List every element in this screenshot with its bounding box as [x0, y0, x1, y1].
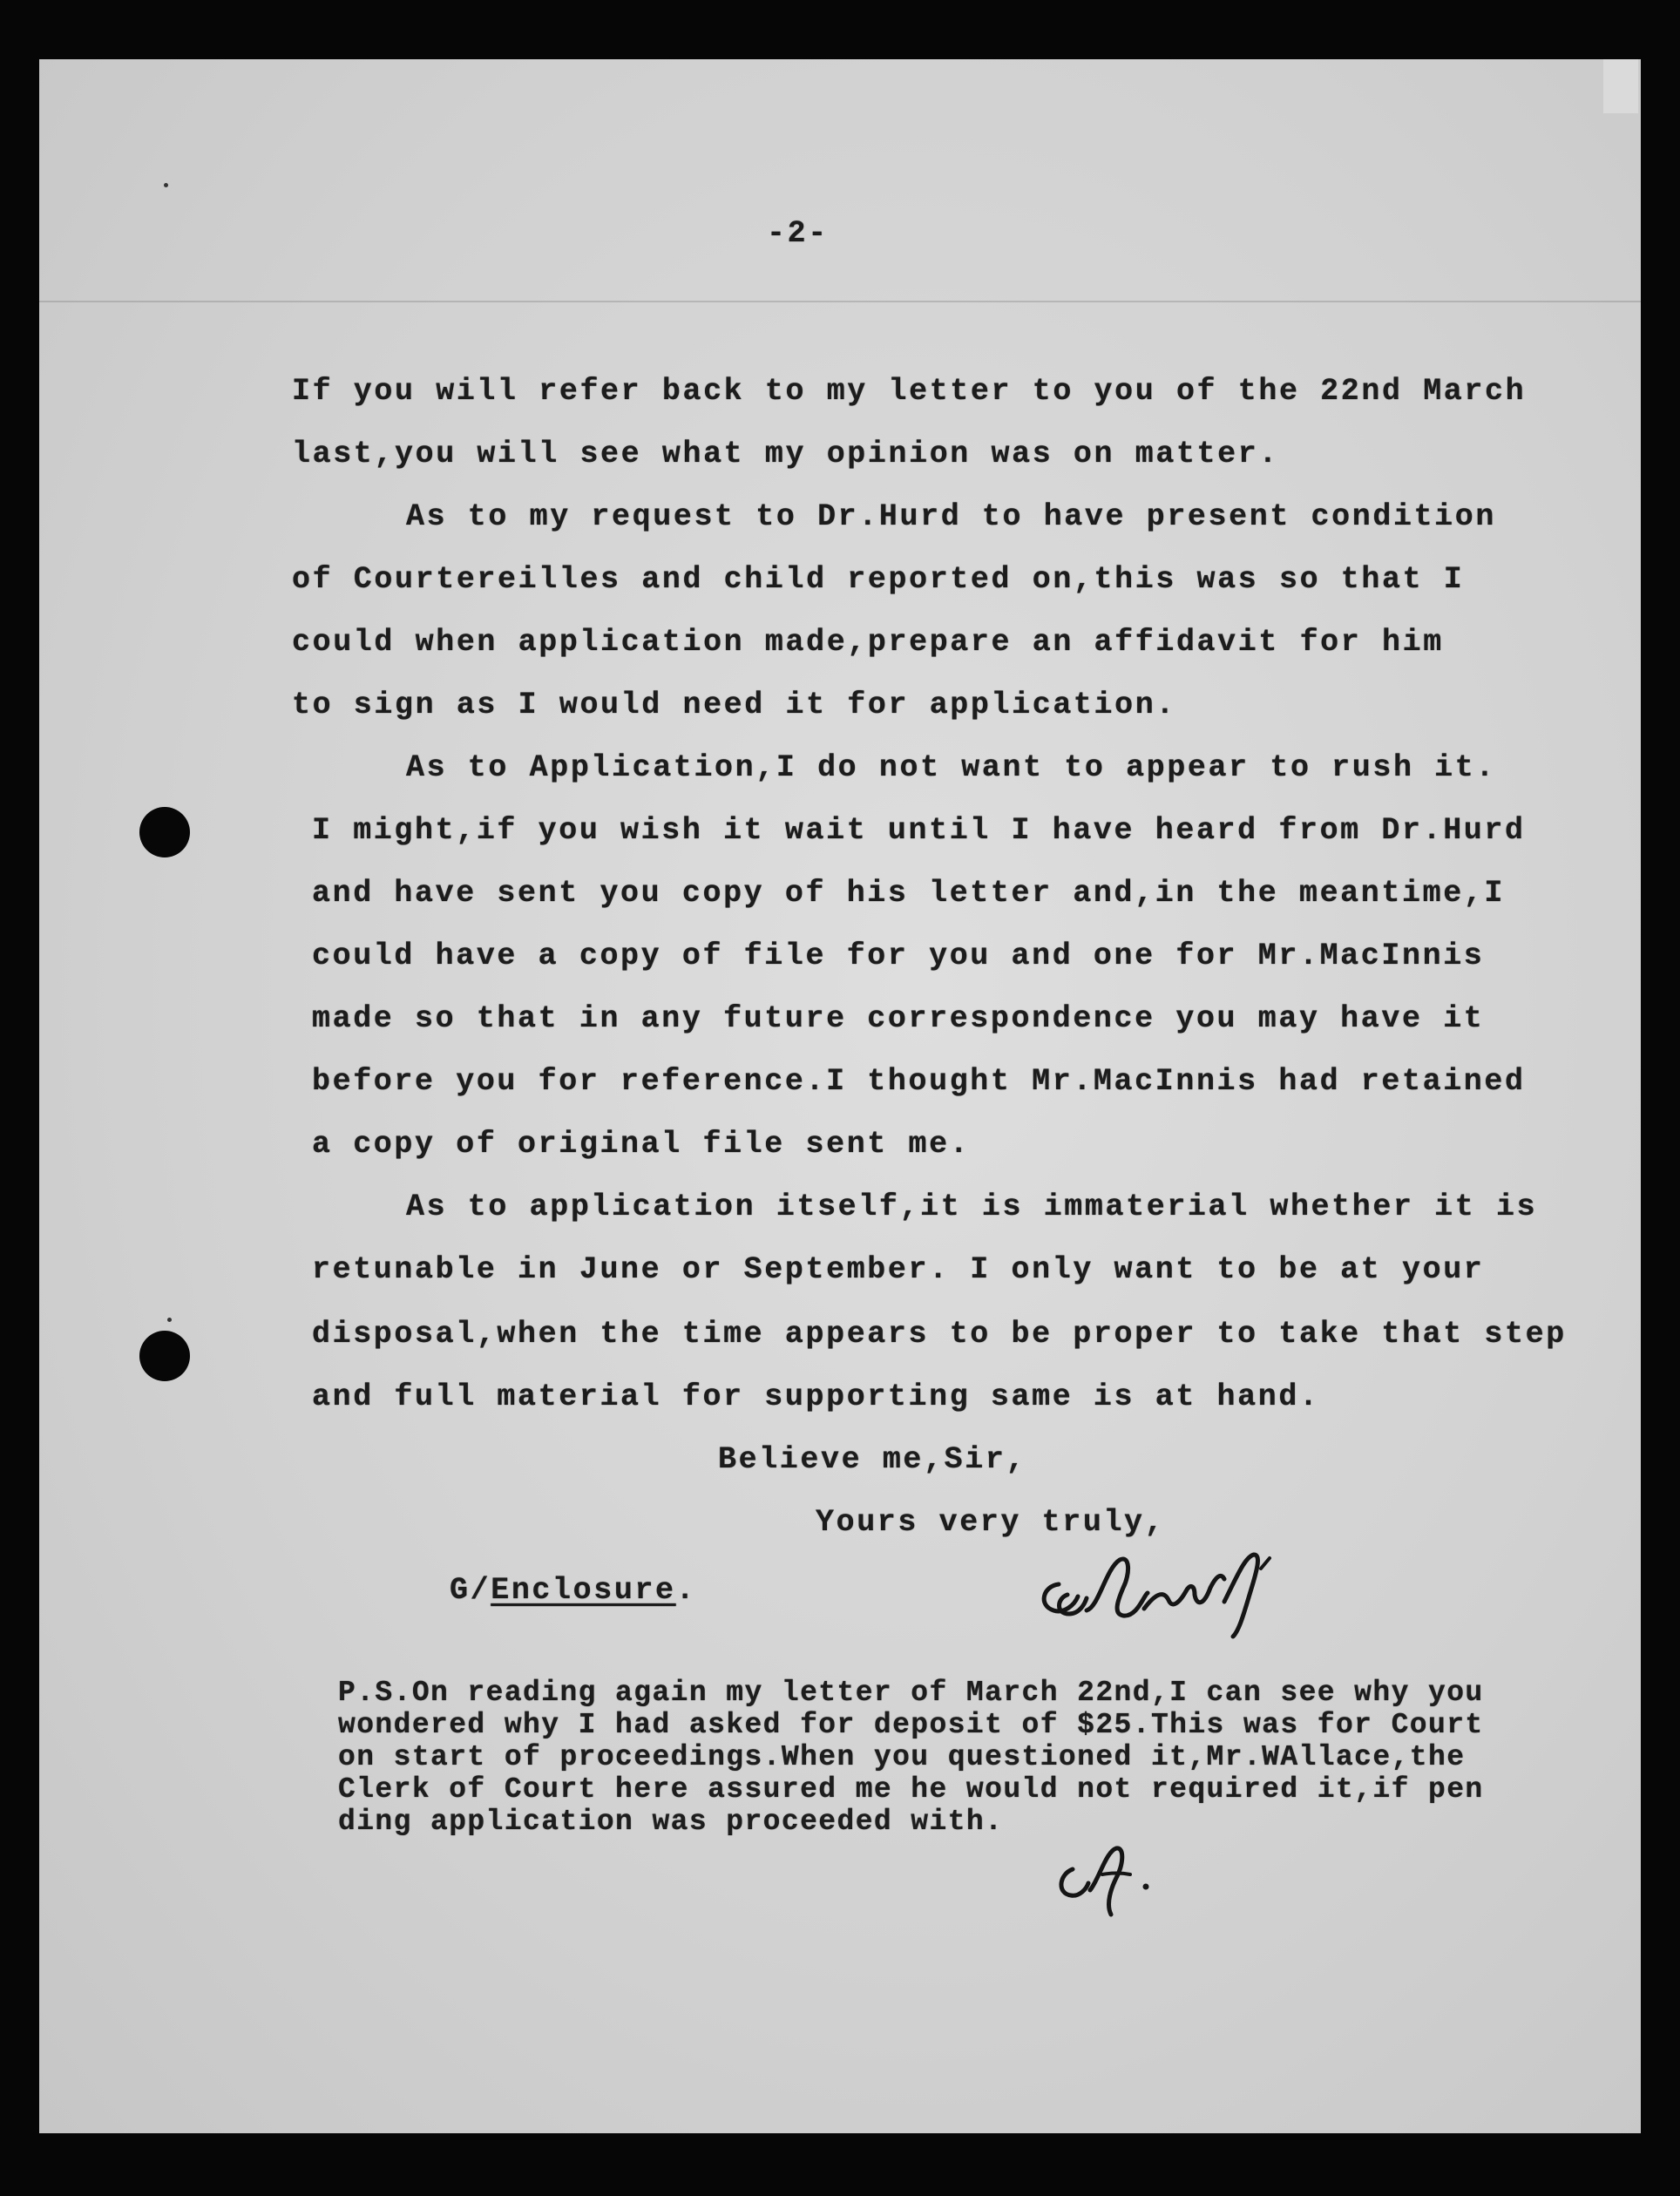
- body-line: As to Application,I do not want to appear to rush it.: [406, 750, 1496, 785]
- initials: [1050, 1834, 1155, 1922]
- body-line: I might,if you wish it wait until I have heard from Dr.Hurd: [312, 813, 1526, 848]
- body-line: disposal,when the time appears to be proper to take that step: [312, 1317, 1567, 1352]
- page-number: -2-: [767, 216, 829, 251]
- body-line: a copy of original file sent me.: [312, 1127, 971, 1162]
- enclosure-note: [450, 1571, 696, 1610]
- body-line: last,you will see what my opinion was on matter.: [292, 437, 1279, 471]
- postscript-line: Clerk of Court here assured me he would not required it,if pen: [338, 1773, 1484, 1806]
- body-line: of Courtereilles and child reported on,this was so that I: [292, 562, 1465, 597]
- body-line: before you for reference.I thought Mr.MacInnis had retained: [312, 1064, 1526, 1099]
- dust-speck: [167, 1318, 172, 1322]
- body-line: and full material for supporting same is at hand.: [312, 1379, 1320, 1414]
- closing-salutation: Believe me,Sir,: [718, 1442, 1027, 1477]
- body-line: If you will refer back to my letter to you of the 22nd March: [292, 374, 1527, 409]
- postscript-line: wondered why I had asked for deposit of $25.This was for Court: [338, 1709, 1484, 1741]
- enclosure-prefix: G/: [450, 1573, 491, 1608]
- punch-hole-top: [139, 807, 190, 857]
- body-line: could when application made,prepare an affidavit for him: [292, 625, 1444, 660]
- enclosure-suffix: .: [675, 1573, 697, 1608]
- body-line: made so that in any future correspondence you may have it: [312, 1001, 1485, 1036]
- body-line: could have a copy of file for you and one for Mr.MacInnis: [312, 939, 1485, 973]
- body-line: As to application itself,it is immaterial whether it is: [406, 1190, 1538, 1224]
- dust-speck: [164, 183, 168, 187]
- closing-valediction: Yours very truly,: [816, 1505, 1166, 1540]
- postscript-line: ding application was proceeded with.: [338, 1806, 1004, 1838]
- scan-line: [39, 301, 1641, 302]
- body-line: retunable in June or September. I only want to be at your: [312, 1252, 1485, 1287]
- paper-edge: [1603, 59, 1638, 113]
- postscript-line: P.S.On reading again my letter of March 22nd,I can see why you: [338, 1677, 1484, 1709]
- enclosure-label: Enclosure: [491, 1573, 676, 1608]
- body-line: to sign as I would need it for application.: [292, 688, 1176, 722]
- signature: [1033, 1534, 1285, 1638]
- postscript-line: on start of proceedings.When you questioned it,Mr.WAllace,the: [338, 1741, 1466, 1773]
- punch-hole-bottom: [139, 1331, 190, 1381]
- body-line: As to my request to Dr.Hurd to have present condition: [406, 499, 1496, 534]
- body-line: and have sent you copy of his letter and,in the meantime,I: [312, 876, 1505, 911]
